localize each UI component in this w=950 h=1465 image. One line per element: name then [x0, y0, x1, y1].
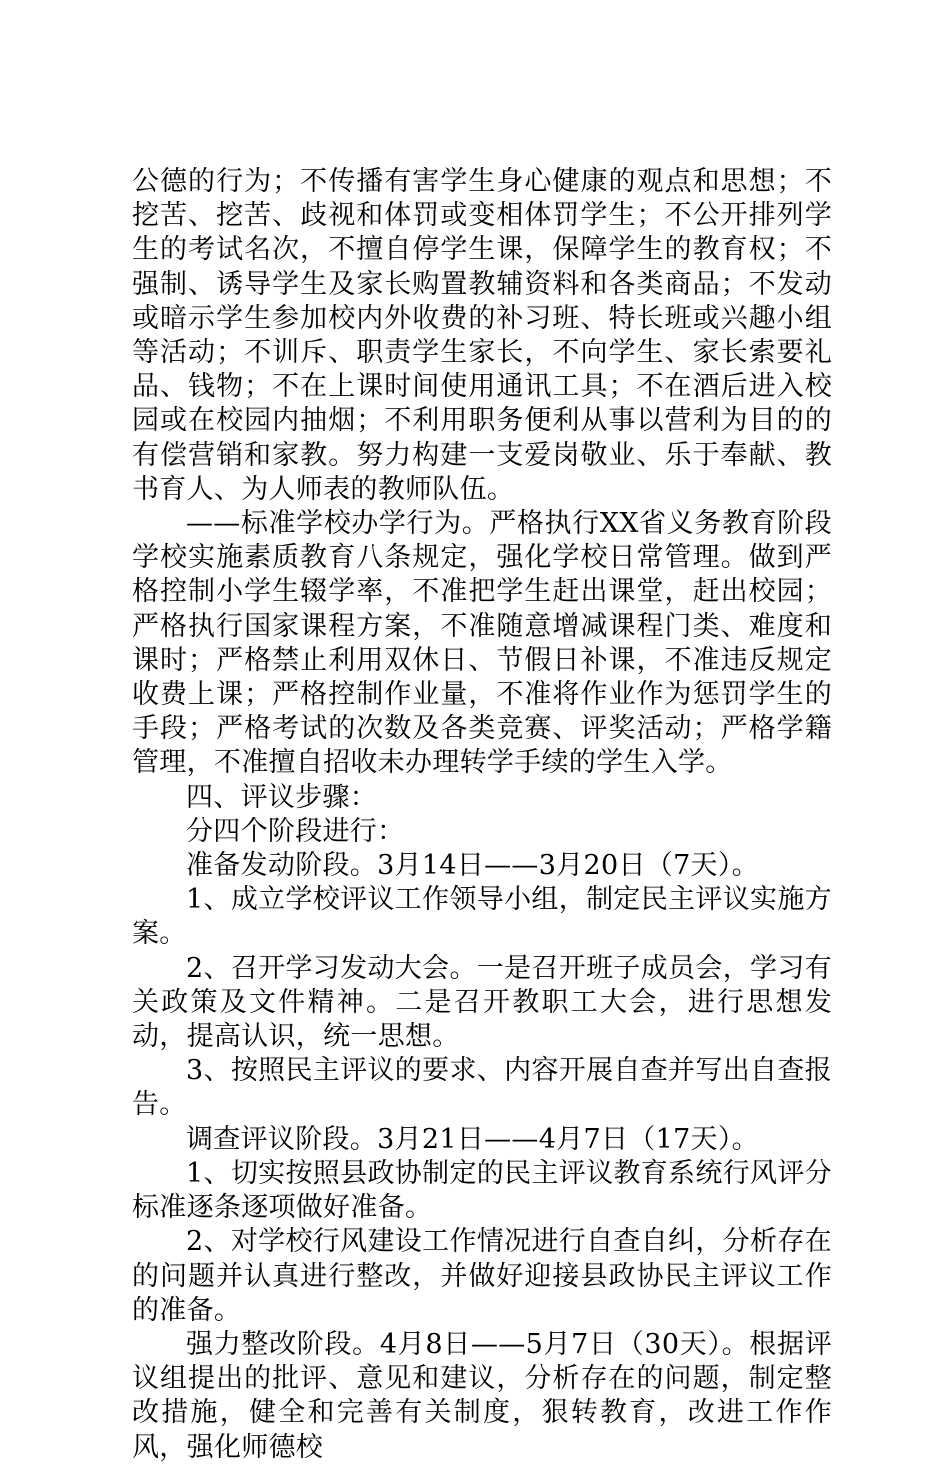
list-item: 2、对学校行风建设工作情况进行自查自纠，分析存在的问题并认真进行整改，并做好迎接县政协民主评议工作的准备。 — [132, 1226, 832, 1326]
list-item: 2、召开学习发动大会。一是召开班子成员会，学习有关政策及文件精神。二是召开教职工大会，进行思想发动，提高认识，统一思想。 — [132, 952, 832, 1053]
stage-heading: 准备发动阶段。3月14日——3月20日（7天）。 — [186, 850, 759, 882]
stage-heading: 强力整改阶段。4月8日——5月7日（30天）。根据评议组提出的批评、意见和建议，分析存在的问题，制定整改措施，健全和完善有关制度，狠转教育，改进工作作风，强化师德校 — [132, 1328, 832, 1463]
list-item: 1、切实按照县政协制定的民主评议教育系统行风评分标准逐条逐项做好准备。 — [132, 1157, 832, 1224]
paragraph: 分四个阶段进行： — [186, 815, 405, 847]
section-heading: 四、评议步骤： — [186, 781, 378, 813]
list-item: 1、成立学校评议工作领导小组，制定民主评议实施方案。 — [132, 884, 832, 950]
list-item: 3、按照民主评议的要求、内容开展自查并写出自查报告。 — [132, 1055, 832, 1121]
stage-heading: 调查评议阶段。3月21日——4月7日（17天）。 — [186, 1123, 759, 1155]
paragraph: ——标准学校办学行为。严格执行XX省义务教育阶段学校实施素质教育八条规定，强化学校日常管理。做到严格控制小学生辍学率，不准把学生赶出课堂，赶出校园；严格执行国家课程方案，不准随意增减课程门类、难度和课时；严格禁止利用双休日、节假日补课，不准违反规定收费上课；严格控制作业量，不准将作业作为惩罚学生的手段；严格考试的次数及各类竞赛、评奖活动；严格学籍管理，不准擅自招收未办理转学手续的学生入学。 — [132, 508, 832, 779]
document-body — [132, 165, 832, 1465]
paragraph: 公德的行为；不传播有害学生身心健康的观点和思想；不挖苦、挖苦、歧视和体罚或变相体罚学生；不公开排列学生的考试名次，不擅自停学生课，保障学生的教育权；不强制、诱导学生及家长购置教辅资料和各类商品；不发动或暗示学生参加校内外收费的补习班、特长班或兴趣小组等活动；不训斥、职责学生家长，不向学生、家长索要礼品、钱物；不在上课时间使用通讯工具；不在酒后进入校园或在校园内抽烟；不利用职务便利从事以营利为目的的有偿营销和家教。努力构建一支爱岗敬业、乐于奉献、教书育人、为人师表的教师队伍。 — [132, 166, 832, 505]
